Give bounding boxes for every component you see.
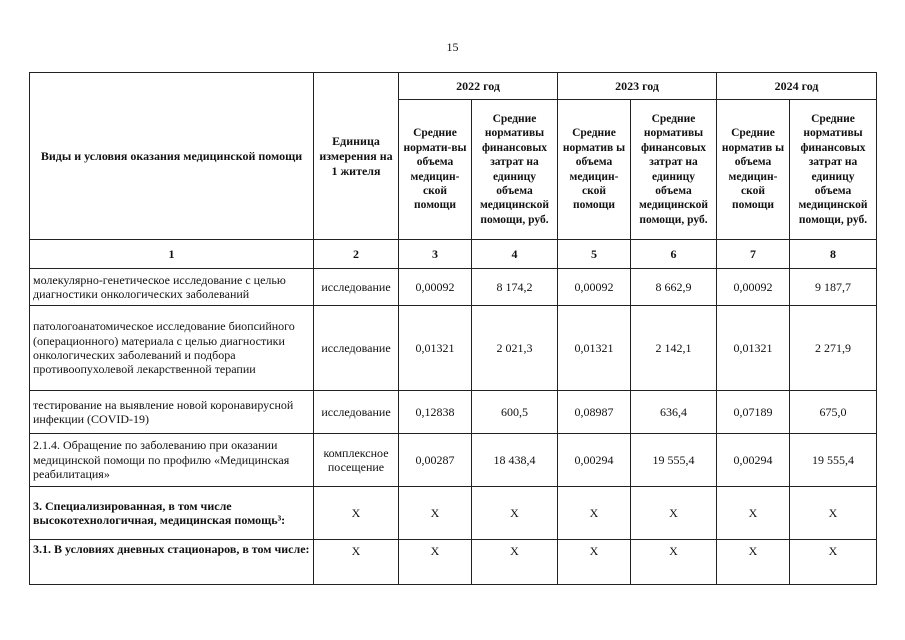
- row-value: X: [558, 487, 631, 540]
- row-value: 19 555,4: [631, 434, 717, 487]
- column-number: 5: [558, 240, 631, 269]
- table-row: [30, 391, 877, 434]
- row-value: 0,08987: [558, 391, 631, 434]
- table-row: [30, 487, 877, 540]
- row-description: 3.1. В условиях дневных стационаров, в том числе:: [30, 540, 314, 585]
- row-value: 0,01321: [399, 306, 472, 391]
- table-row: [30, 434, 877, 487]
- row-unit: комплексное посещение: [314, 434, 399, 487]
- header-year-2022: 2022 год: [399, 73, 558, 100]
- header-types: Виды и условия оказания медицинской помощи: [30, 73, 314, 240]
- table-row: [30, 269, 877, 306]
- header-row-years: [30, 73, 877, 100]
- row-value: 0,01321: [558, 306, 631, 391]
- column-number: 1: [30, 240, 314, 269]
- row-value: 0,00092: [717, 269, 790, 306]
- row-value: 9 187,7: [790, 269, 877, 306]
- row-unit: исследование: [314, 269, 399, 306]
- row-value: 0,00294: [558, 434, 631, 487]
- row-description: 2.1.4. Обращение по заболеванию при оказании медицинской помощи по профилю «Медицинская реабилитация»: [30, 434, 314, 487]
- header-year-2024: 2024 год: [717, 73, 877, 100]
- row-value: X: [399, 540, 472, 585]
- row-value: X: [314, 487, 399, 540]
- column-number: 2: [314, 240, 399, 269]
- row-value: 0,00294: [717, 434, 790, 487]
- header-volume-2022: Средние нормати-вы объема медицин-ской помощи: [399, 100, 472, 240]
- row-value: 0,00287: [399, 434, 472, 487]
- row-value: X: [399, 487, 472, 540]
- header-cost-2022: Средние нормативы финансовых затрат на единицу объема медицинской помощи, руб.: [472, 100, 558, 240]
- column-number-row: [30, 240, 877, 269]
- row-value: 0,00092: [558, 269, 631, 306]
- row-value: X: [790, 487, 877, 540]
- row-value: 8 174,2: [472, 269, 558, 306]
- row-value: X: [790, 540, 877, 585]
- row-value: X: [631, 487, 717, 540]
- row-value: X: [717, 540, 790, 585]
- row-value: X: [314, 540, 399, 585]
- column-number: 6: [631, 240, 717, 269]
- header-cost-2023: Средние нормативы финансовых затрат на единицу объема медицинской помощи, руб.: [631, 100, 717, 240]
- row-value: X: [717, 487, 790, 540]
- column-number: 3: [399, 240, 472, 269]
- header-unit: Единица измерения на 1 жителя: [314, 73, 399, 240]
- table-row: [30, 306, 877, 391]
- row-description: 3. Специализированная, в том числе высокотехнологичная, медицинская помощь³:: [30, 487, 314, 540]
- header-volume-2024: Средние норматив ы объема медицин-ской помощи: [717, 100, 790, 240]
- row-value: X: [631, 540, 717, 585]
- row-value: 18 438,4: [472, 434, 558, 487]
- row-value: X: [472, 540, 558, 585]
- row-value: 2 271,9: [790, 306, 877, 391]
- row-unit: исследование: [314, 391, 399, 434]
- row-value: 0,12838: [399, 391, 472, 434]
- column-number: 8: [790, 240, 877, 269]
- page-number: 15: [446, 40, 459, 54]
- header-year-2023: 2023 год: [558, 73, 717, 100]
- norms-table: [29, 72, 877, 585]
- row-value: X: [558, 540, 631, 585]
- row-unit: исследование: [314, 306, 399, 391]
- row-value: 0,00092: [399, 269, 472, 306]
- row-value: 600,5: [472, 391, 558, 434]
- row-value: 0,07189: [717, 391, 790, 434]
- column-number: 4: [472, 240, 558, 269]
- header-volume-2023: Средние норматив ы объема медицин-ской помощи: [558, 100, 631, 240]
- table-row: [30, 540, 877, 585]
- row-value: 675,0: [790, 391, 877, 434]
- header-cost-2024: Средние нормативы финансовых затрат на единицу объема медицинской помощи, руб.: [790, 100, 877, 240]
- row-description: тестирование на выявление новой коронавирусной инфекции (COVID-19): [30, 391, 314, 434]
- column-number: 7: [717, 240, 790, 269]
- row-value: X: [472, 487, 558, 540]
- row-description: патологоанатомическое исследование биопсийного (операционного) материала с целью диагностики онкологических заболеваний и подбора противоопухолевой лекарственной терапии: [30, 306, 314, 391]
- row-value: 0,01321: [717, 306, 790, 391]
- row-value: 8 662,9: [631, 269, 717, 306]
- row-value: 2 021,3: [472, 306, 558, 391]
- row-value: 2 142,1: [631, 306, 717, 391]
- row-description: молекулярно-генетическое исследование с целью диагностики онкологических заболеваний: [30, 269, 314, 306]
- row-value: 636,4: [631, 391, 717, 434]
- row-value: 19 555,4: [790, 434, 877, 487]
